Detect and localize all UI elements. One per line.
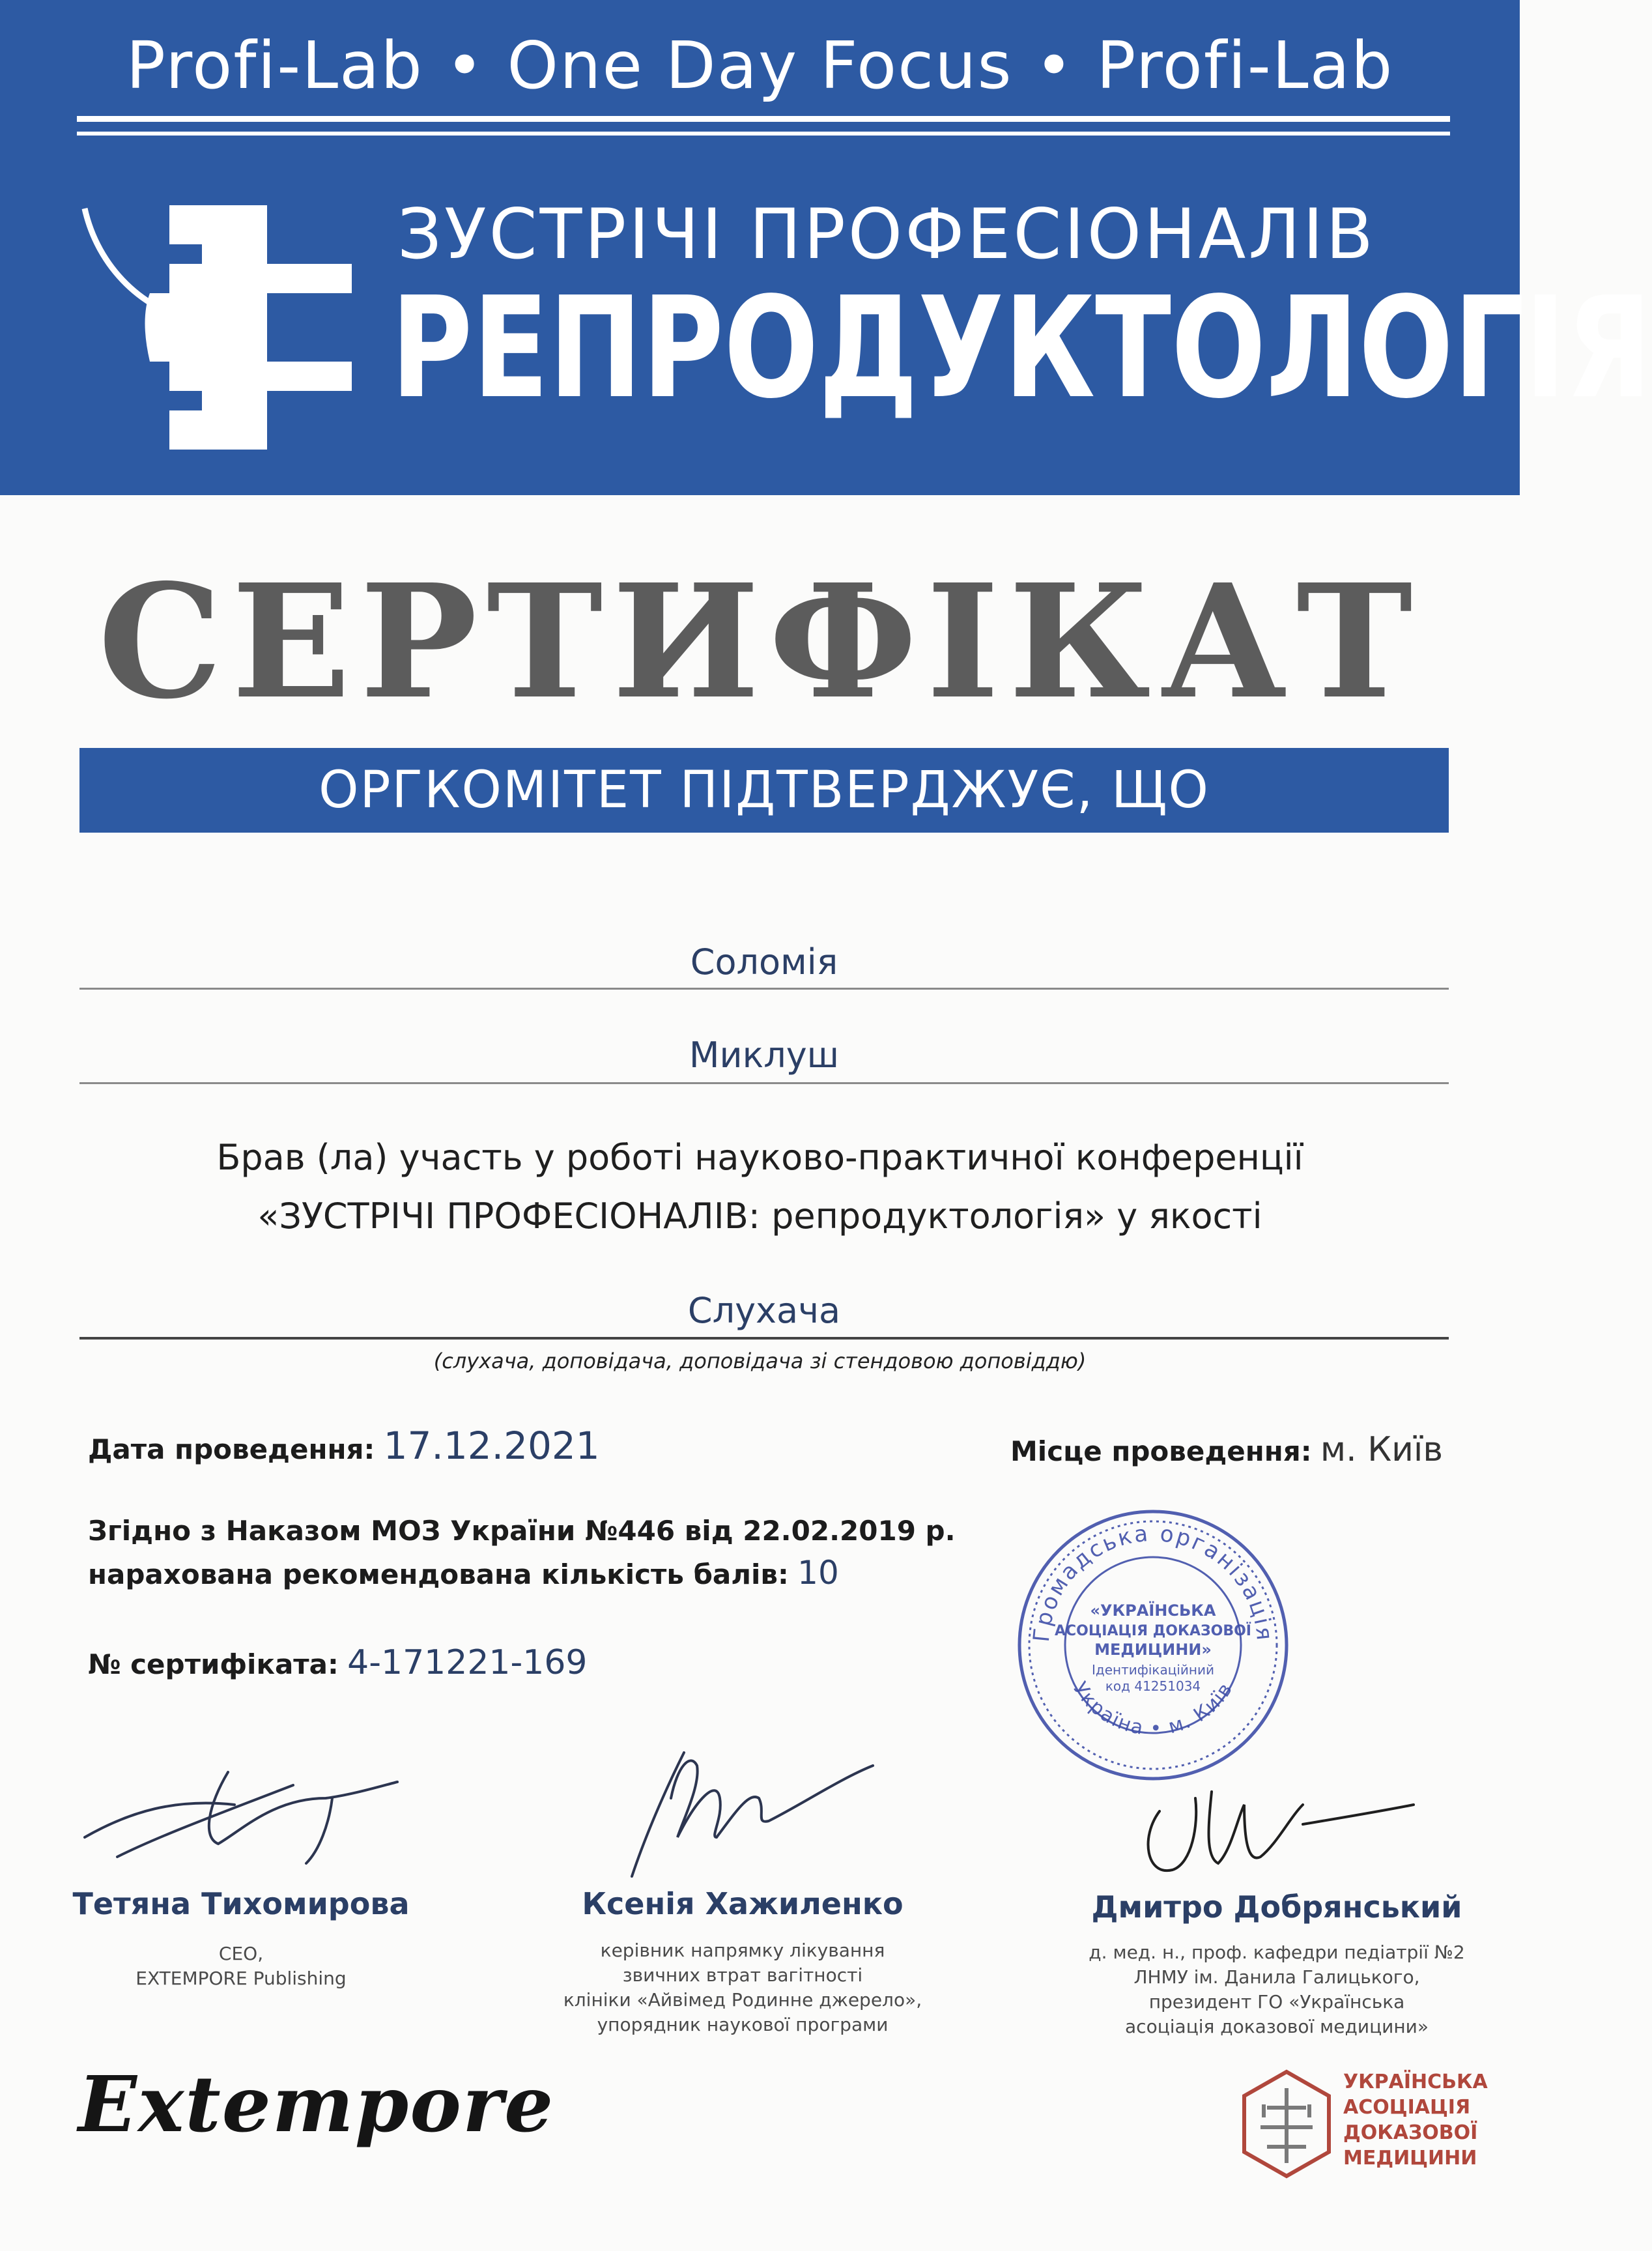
signatory-3-role [1068,1940,1485,2039]
last-name: Миклуш [689,1035,840,1076]
signatory-2-role-line: упорядник наукової програми [597,2014,889,2035]
signatory-2-role-line: клініки «Айвімед Родинне джерело», [563,1989,922,2011]
signatory-1-name: Тетяна Тихомирова [72,1886,410,1921]
event-date-label: Дата проведення: [88,1433,375,1465]
signatory-3-role-line: д. мед. н., проф. кафедри педіатрії №2 [1089,1942,1465,1963]
first-name: Соломія [690,941,838,982]
event-subtitle: ЗУСТРІЧІ ПРОФЕСІОНАЛІВ [397,194,1376,274]
last-name-rule [79,1082,1449,1084]
participation-text-line-1: Брав (ла) участь у роботі науково-практичної конференції [216,1137,1303,1178]
event-date-value: 17.12.2021 [383,1424,600,1468]
first-name-rule [79,988,1449,990]
uadm-text-line: АСОЦІАЦІЯ [1343,2096,1471,2119]
event-place-row [1010,1430,1443,1469]
event-place-value: м. Київ [1320,1430,1443,1469]
event-title: РЕПРОДУКТОЛОГІЯ [391,267,1652,429]
signatory-3-role-line: президент ГО «Українська [1148,1991,1405,2013]
role-rule [79,1337,1449,1340]
signatory-1-role-line: CEO, [218,1943,264,1964]
participant-role: Слухача [687,1290,841,1331]
certificate-number-label: № сертифіката: [88,1648,339,1680]
uadm-text-line: ДОКАЗОВОЇ [1343,2121,1478,2144]
uadm-cross-icon [1238,2069,1335,2179]
tagline: Profi-Lab • One Day Focus • Profi-Lab [126,27,1394,104]
stamp-id-line-1: Ідентифікаційний [1092,1662,1214,1678]
signatory-3-role-line: асоціація доказової медицини» [1125,2016,1429,2037]
signatory-3-role-line: ЛНМУ ім. Данила Галицького, [1133,1966,1420,1988]
plug-logo-icon [72,195,371,469]
participation-text-line-2: «ЗУСТРІЧІ ПРОФЕСІОНАЛІВ: репродуктологія» у якості [257,1196,1262,1237]
stamp-id-line-2: код 41251034 [1105,1678,1201,1694]
signatory-2-role-line: керівник напрямку лікування [600,1940,885,1961]
signatory-1-role [39,1942,443,1991]
signature-3 [1133,1785,1420,1889]
header-band [0,0,1652,495]
points-value: 10 [797,1554,839,1592]
extempore-logo: Extempore [78,2059,555,2149]
uadm-text-line: УКРАЇНСЬКА [1343,2071,1488,2093]
signatory-3-name: Дмитро Добрянський [1091,1889,1462,1925]
stamp-center-line-1: «УКРАЇНСЬКА [1090,1601,1216,1620]
stamp-outer-text: Громадська організація [1028,1520,1278,1644]
header-divider [77,116,1450,122]
stamp-center-line-2: АСОЦІАЦІЯ ДОКАЗОВОЇ [1055,1623,1251,1639]
uadm-text-line: МЕДИЦИНИ [1343,2147,1477,2170]
certificate-number-row [88,1643,588,1682]
confirm-banner: ОРГКОМІТЕТ ПІДТВЕРДЖУЄ, ЩО [79,748,1449,833]
header-divider-thin [77,132,1450,136]
signature-1 [78,1759,404,1870]
points-row [88,1554,839,1592]
signature-2 [606,1727,879,1889]
certificate-number-value: 4-171221-169 [347,1643,588,1682]
organization-stamp [1013,1505,1293,1785]
stamp-center-line-3: МЕДИЦИНИ» [1094,1641,1212,1659]
signatory-2-name: Ксенія Хажиленко [582,1886,904,1921]
event-place-label: Місце проведення: [1010,1435,1312,1467]
certificate-title: СЕРТИФІКАТ [98,550,1422,734]
signatory-2-role [521,1938,964,2037]
order-reference: Згідно з Наказом МОЗ України №446 від 22.02.2019 р. [88,1515,956,1547]
role-hint: (слухача, доповідача, доповідача зі стендовою доповіддю) [433,1349,1087,1373]
signatory-1-role-line: EXTEMPORE Publishing [135,1968,347,1989]
signatory-2-role-line: звичних втрат вагітності [622,1964,863,1986]
stamp-bottom-text: Україна • м. Київ [1068,1678,1238,1741]
event-date-row [88,1424,600,1468]
uadm-logo [1238,2069,1511,2179]
points-label: нарахована рекомендована кількість балів: [88,1558,789,1590]
